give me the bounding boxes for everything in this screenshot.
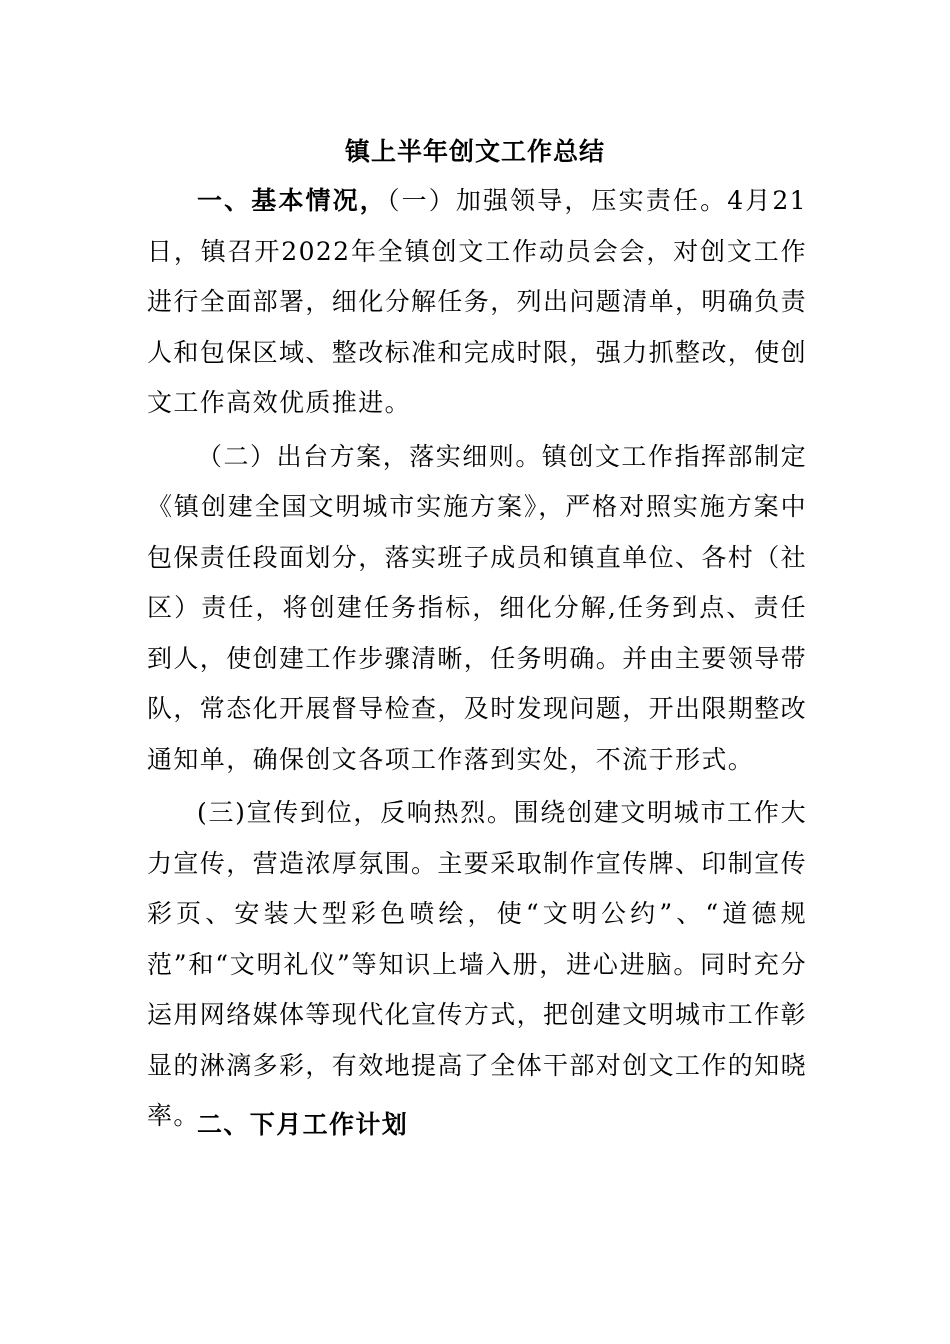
paragraph-1: [147, 176, 807, 429]
document-title: 镇上半年创文工作总结: [344, 137, 605, 166]
paragraph-1-text: （一）加强领导，压实责任。4月21日，镇召开2022年全镇创文工作动员会会，对创文工作进行全面部署，细化分解任务，列出问题清单，明确负责人和包保区域、整改标准和完成时限，强力抓整改，使创文工作高效优质推进。: [147, 186, 808, 417]
section-1-heading: 一、基本情况，: [197, 186, 387, 215]
paragraph-2: （二）出台方案，落实细则。镇创文工作指挥部制定《镇创建全国文明城市实施方案》，严格对照实施方案中包保责任段面划分，落实班子成员和镇直单位、各村（社区）责任，将创建任务指标，细化分解,任务到点、责任到人，使创建工作步骤清晰，任务明确。并由主要领导带队，常态化开展督导检查，及时发现问题，开出限期整改通知单，确保创文各项工作落到实处，不流于形式。: [147, 441, 808, 774]
section-2-heading: 二、下月工作计划: [197, 1110, 409, 1139]
document-body: [147, 176, 807, 1142]
paragraph-3: (三)宣传到位，反响热烈。围绕创建文明城市工作大力宣传，营造浓厚氛围。主要采取制作宣传牌、印制宣传彩页、安装大型彩色喷绘，使“文明公约”、“道德规范”和“文明礼仪”等知识上墙入册，进心进脑。同时充分运用网络媒体等现代化宣传方式，把创建文明城市工作彰显的淋漓多彩，有效地提高了全体干部对创文工作的知晓率。: [147, 798, 808, 1130]
